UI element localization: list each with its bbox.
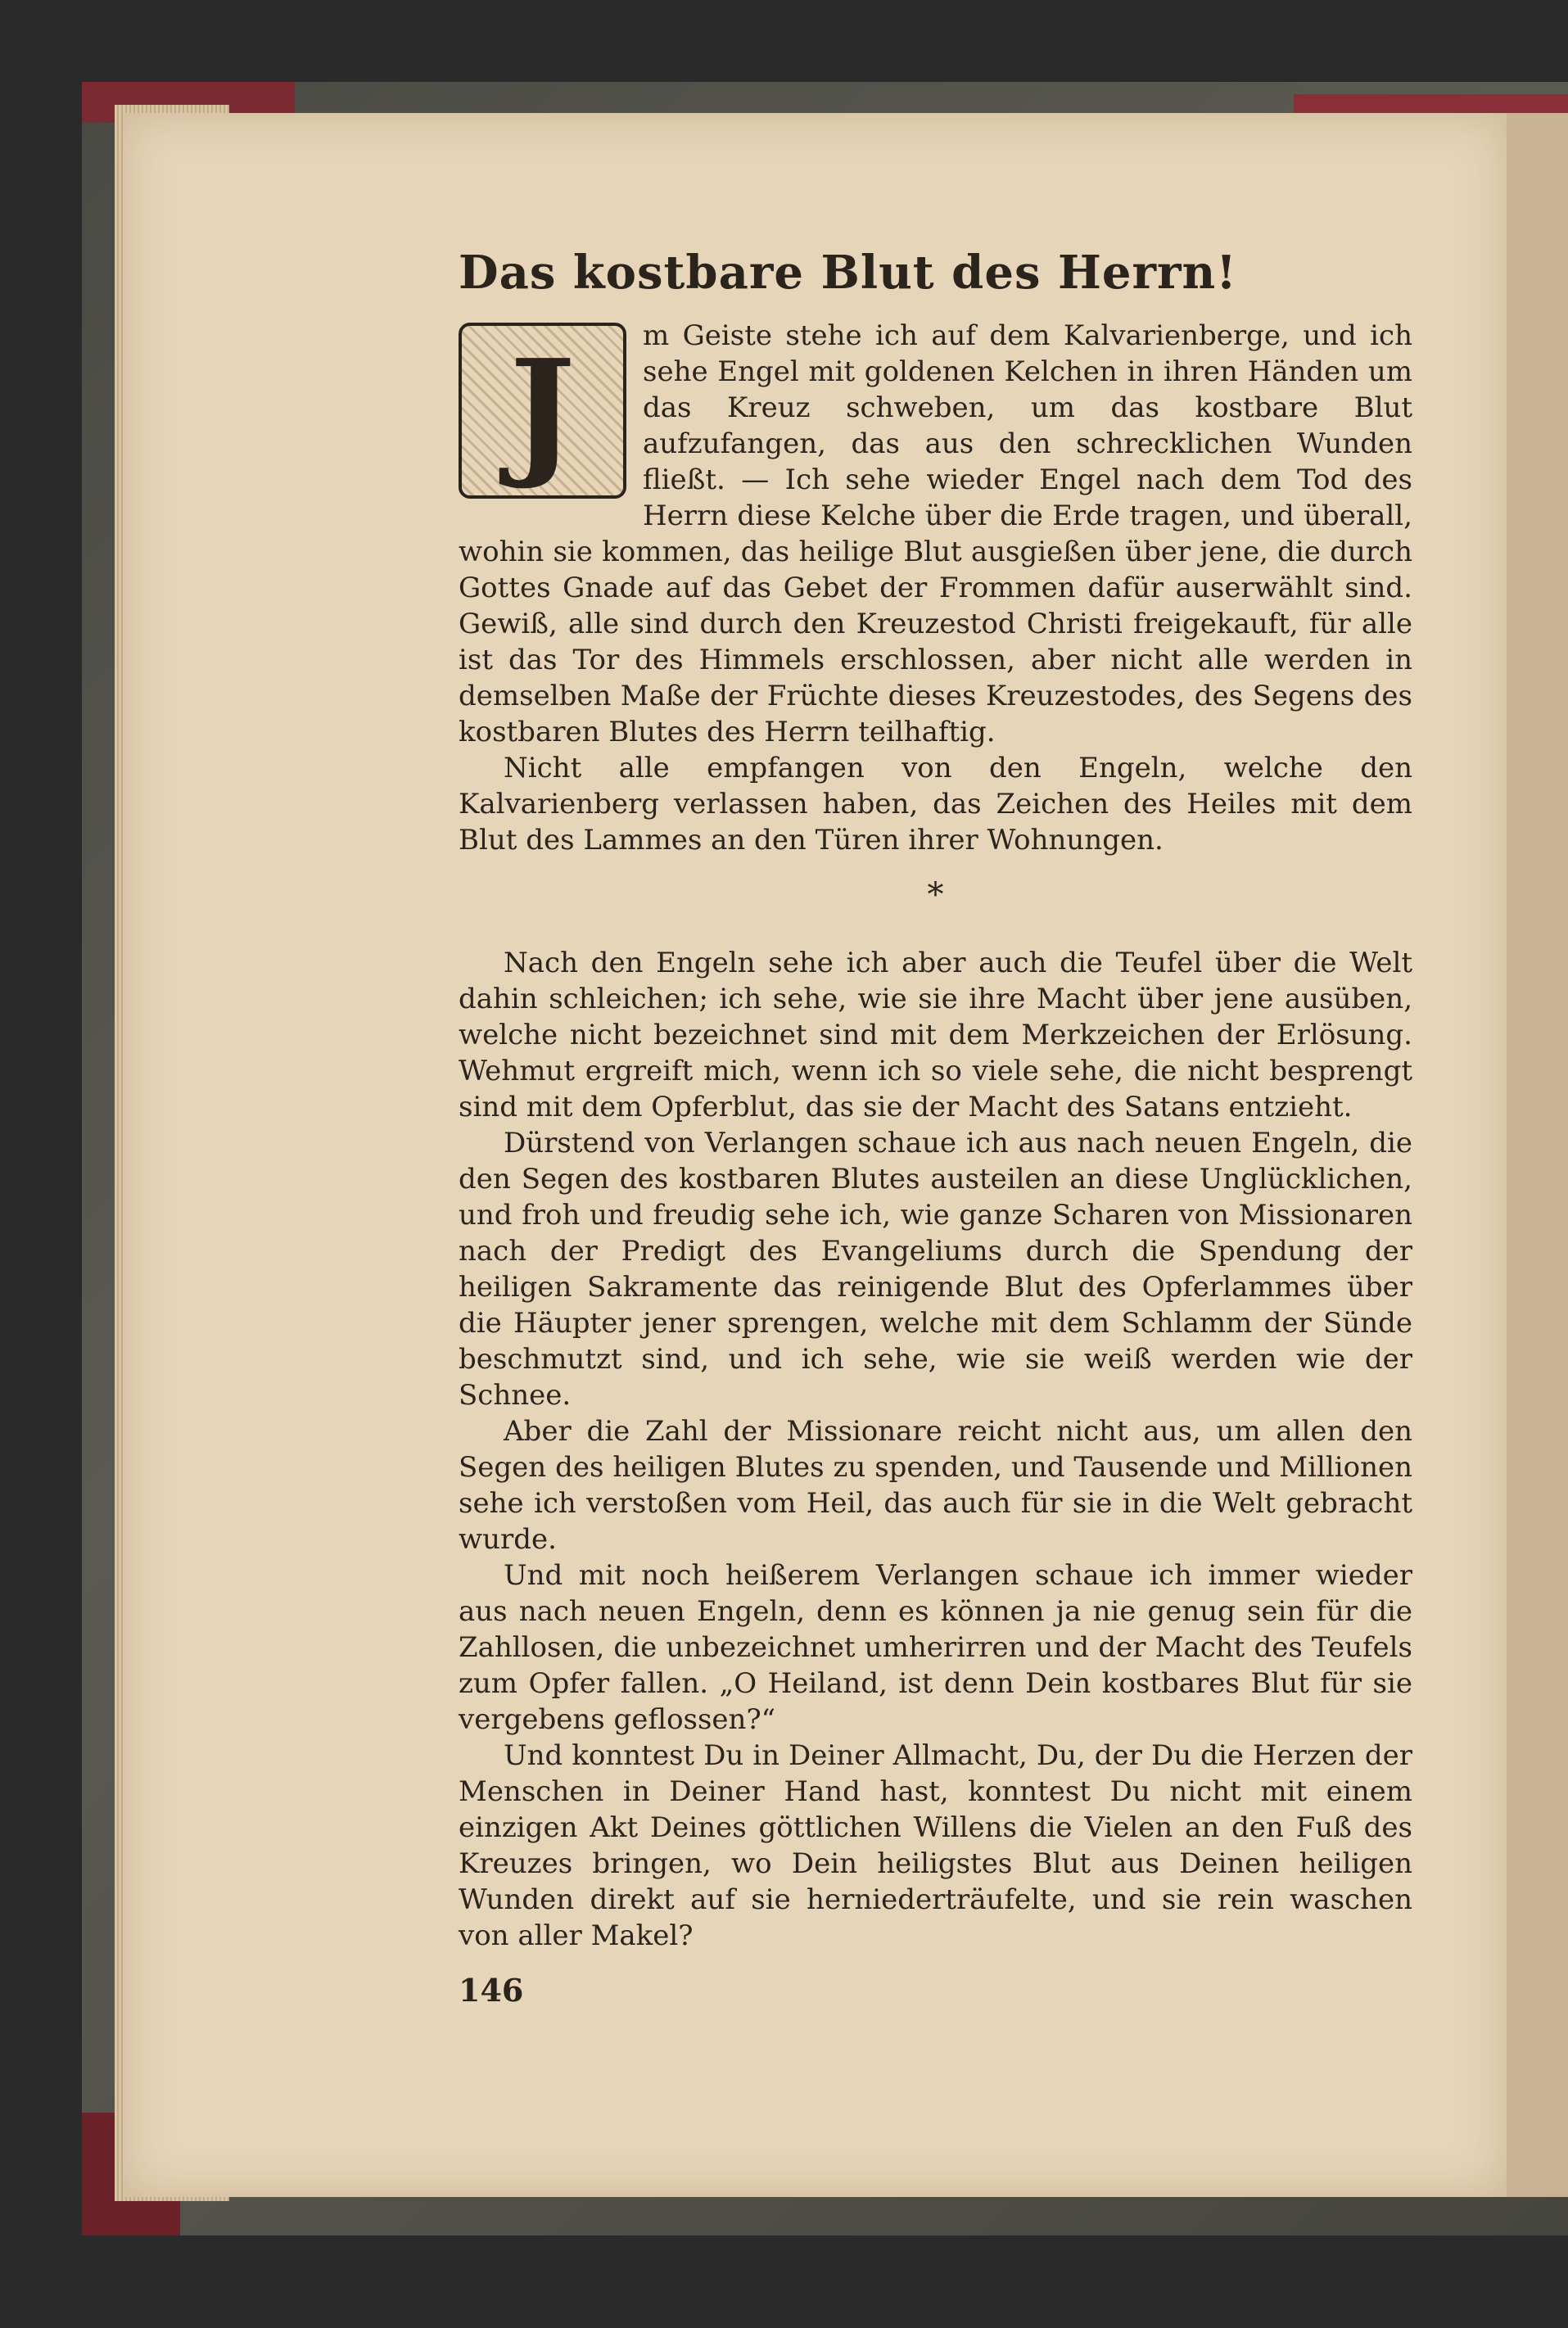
cover-spine-right [1294,94,1568,115]
page-number: 146 [459,1972,524,2009]
paragraph: Und konntest Du in Deiner Allmacht, Du, der Du die Herzen der Menschen in Deiner Hand hast, konntest Du nicht mit einem einzigen Akt Deines göttlichen Willens die Vielen an den Fuß des Kreuzes bringen, wo Dein heiligstes Blut aus Deinen heiligen Wunden direkt auf sie herniederträufelte, und sie rein waschen von aller Makel? [459,1739,1412,1952]
next-page-edge [1507,113,1568,2197]
page-content [459,246,1412,1954]
section-separator: * [927,876,944,914]
dropcap [459,323,626,499]
paragraph: Aber die Zahl der Missionare reicht nicht aus, um allen den Segen des heiligen Blutes zu spenden, und Tausende und Millionen sehe ich verstoßen vom Heil, das auch für sie in die Welt gebracht wurde. [459,1415,1412,1556]
paragraph: Dürstend von Verlangen schaue ich aus nach neuen Engeln, die den Segen des kostbaren Blutes austeilen an diese Unglücklichen, und froh und freudig sehe ich, wie ganze Scharen von Missionaren nach der Predigt des Evangeliums durch die Spendung der heiligen Sakramente das reinigende Blut des Opferlammes über die Häupter jener sprengen, welche mit dem Schlamm der Sünde beschmutzt sind, und ich sehe, wie sie weiß werden wie der Schnee. [459,1127,1412,1412]
paragraph: Nach den Engeln sehe ich aber auch die Teufel über die Welt dahin schleichen; ich sehe, wie sie ihre Macht über jene ausüben, welche nicht bezeichnet sind mit dem Merkzeichen der Erlösung. Wehmut ergreift mich, wenn ich so viele sehe, die nicht besprengt sind mit dem Opferblut, das sie der Macht des Satans entzieht. [459,947,1412,1123]
paragraph: m Geiste stehe ich auf dem Kalvarienberge, und ich sehe Engel mit goldenen Kelchen in ihren Händen um das Kreuz schweben, um das kostbare Blut aufzufangen, das aus den schrecklichen Wunden fließt. — Ich sehe wieder Engel nach dem Tod des Herrn diese Kelche über die Erde tragen, und überall, wohin sie kommen, das heilige Blut ausgießen über jene, die durch Gottes Gnade auf das Gebet der Frommen dafür auserwählt sind. Gewiß, alle sind durch den Kreuzestod Christi freigekauft, für alle ist das Tor des Himmels erschlossen, aber nicht alle werden in demselben Maße der Früchte dieses Kreuzestodes, des Segens des kostbaren Blutes des Herrn teilhaftig. [459,319,1412,748]
dropcap-letter: J [509,328,576,493]
paragraph: Und mit noch heißerem Verlangen schaue ich immer wieder aus nach neuen Engeln, denn es können ja nie genug sein für die Zahllosen, die unbezeichnet umherirren und der Macht des Teufels zum Opfer fallen. „O Heiland, ist denn Dein kostbares Blut für sie vergebens geflossen?“ [459,1559,1412,1736]
page-title: Das kostbare Blut des Herrn! [459,246,1237,300]
paragraph: Nicht alle empfangen von den Engeln, welche den Kalvarienberg verlassen haben, das Zeichen des Heiles mit dem Blut des Lammes an den Türen ihrer Wohnungen. [459,752,1412,857]
